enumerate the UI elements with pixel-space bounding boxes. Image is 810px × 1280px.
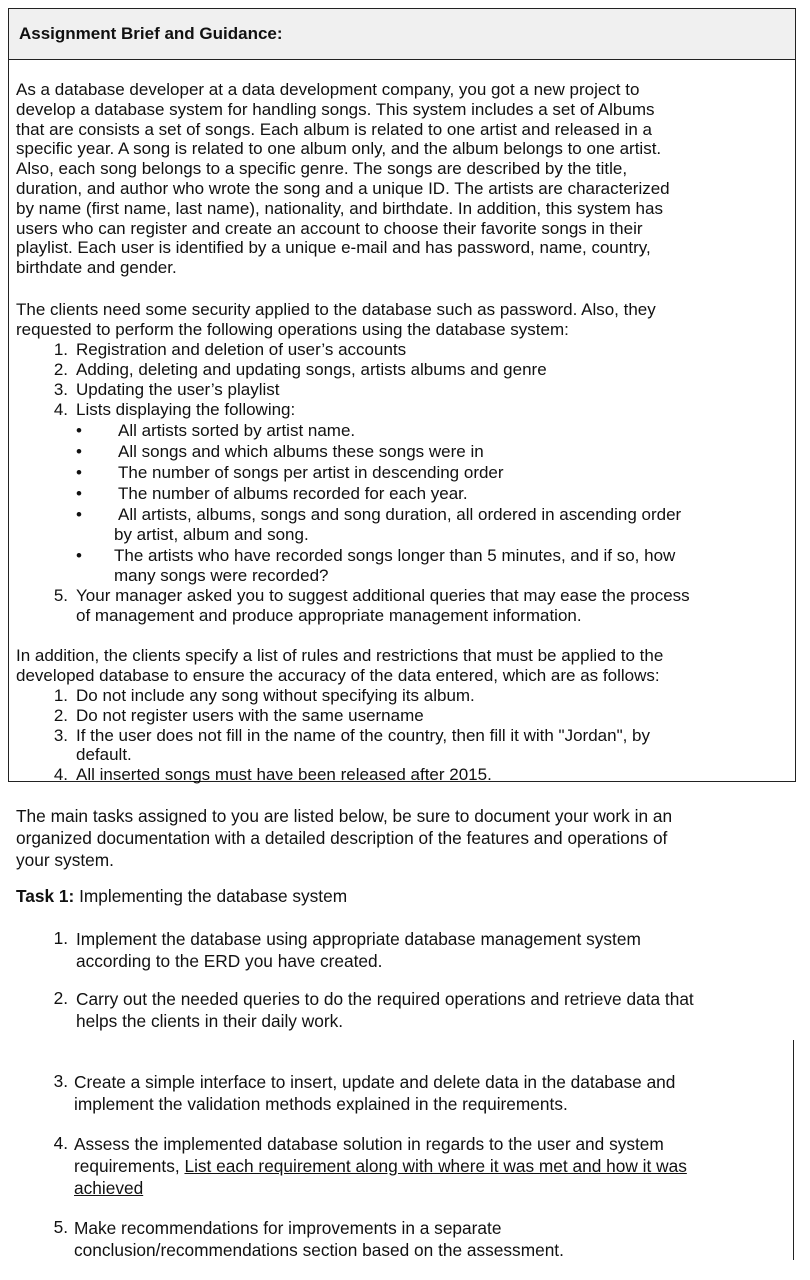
bullet-icon: • [76,546,82,565]
text-line: develop a database system for handling songs. This system includes a set of Albums [16,99,655,119]
bullet-icon: • [76,463,82,482]
bullet-icon: • [76,421,82,440]
text-line: that are consists a set of songs. Each album is related to one artist and released in a [16,119,652,139]
text-line: organized documentation with a detailed description of the features and operations of [16,828,668,848]
text-line: As a database developer at a data development company, you got a new project to [16,80,640,99]
text-line: Also, each song belongs to a specific genre. The songs are described by the title, [16,159,628,179]
task1-heading [16,885,806,907]
text-line: your system. [16,850,114,870]
bullet-icon: • [76,505,82,524]
requirement-underlined-text: List each requirement along with where it was met and how it was [184,1156,687,1176]
text-line: playlist. Each user is identified by a unique e-mail and has password, name, country, [16,238,651,258]
text-line: requested to perform the following operations using the database system: [16,319,569,339]
text-line: by name (first name, last name), nationality, and birthdate. In addition, this system has [16,198,663,218]
text-line: duration, and author who wrote the song and a unique ID. The artists are characterized [16,178,670,198]
text-line: In addition, the clients specify a list of rules and restrictions that must be applied to the [16,646,664,665]
task1-title: Implementing the database system [79,886,348,906]
brief-header: Assignment Brief and Guidance: [8,8,796,60]
rules-paragraph [16,646,792,686]
text-line: users who can register and create an account to choose their favorite songs in their [16,218,643,238]
text-line: The main tasks assigned to you are listed below, be sure to document your work in an [16,806,673,826]
text-line: birthdate and gender. [16,258,177,278]
task1-label: Task 1: [16,886,75,906]
main-tasks-paragraph [16,805,806,871]
security-paragraph [16,300,792,340]
requirement-underlined-text: achieved [74,1178,144,1198]
bullet-icon: • [76,484,82,503]
intro-paragraph [16,80,792,278]
text-line: specific year. A song is related to one album only, and the album belongs to one artist. [16,139,662,159]
text-line: The clients need some security applied to the database such as password. Also, they [16,300,656,319]
bullet-icon: • [76,442,82,461]
text-line: developed database to ensure the accuracy of the data entered, which are as follows: [16,665,660,685]
